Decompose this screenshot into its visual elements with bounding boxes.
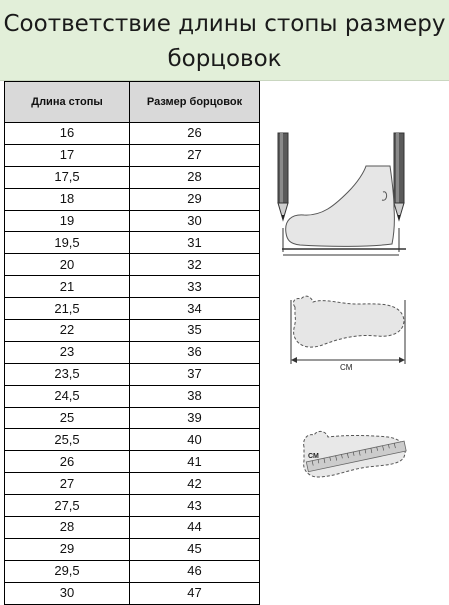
table-row [5, 166, 260, 188]
foot-side-shape [286, 166, 395, 246]
table-row [5, 582, 260, 604]
table-header-row [5, 82, 260, 123]
table-row [5, 385, 260, 407]
table-row [5, 473, 260, 495]
outline-unit-label: СМ [340, 363, 353, 372]
shoe-size-cell: 31 [130, 232, 260, 254]
table-row [5, 298, 260, 320]
foot-length-cell: 27 [5, 473, 130, 495]
shoe-size-cell: 44 [130, 517, 260, 539]
table-row [5, 429, 260, 451]
foot-length-cell: 30 [5, 582, 130, 604]
page-title-line-2: борцовок [167, 46, 282, 72]
table-row [5, 363, 260, 385]
right-pencil-icon [394, 133, 404, 220]
shoe-size-cell: 41 [130, 451, 260, 473]
table-row [5, 407, 260, 429]
table-row [5, 495, 260, 517]
header-shoe-size: Размер борцовок [130, 82, 260, 123]
foot-length-cell: 29 [5, 538, 130, 560]
foot-length-cell: 29,5 [5, 560, 130, 582]
shoe-size-cell: 47 [130, 582, 260, 604]
foot-length-cell: 21 [5, 276, 130, 298]
table-row [5, 517, 260, 539]
shoe-size-cell: 37 [130, 363, 260, 385]
foot-length-cell: 27,5 [5, 495, 130, 517]
foot-length-cell: 17 [5, 144, 130, 166]
foot-length-cell: 25 [5, 407, 130, 429]
table-row [5, 123, 260, 145]
table-row [5, 144, 260, 166]
shoe-size-cell: 36 [130, 341, 260, 363]
shoe-size-cell: 40 [130, 429, 260, 451]
foot-length-cell: 17,5 [5, 166, 130, 188]
table-row [5, 254, 260, 276]
shoe-size-cell: 38 [130, 385, 260, 407]
shoe-size-cell: 29 [130, 188, 260, 210]
foot-length-cell: 19,5 [5, 232, 130, 254]
shoe-size-cell: 35 [130, 320, 260, 342]
table-body [5, 123, 260, 605]
foot-length-cell: 22 [5, 320, 130, 342]
table-row [5, 341, 260, 363]
table-row [5, 320, 260, 342]
left-pencil-icon [278, 133, 288, 220]
size-table [4, 81, 260, 605]
shoe-size-cell: 46 [130, 560, 260, 582]
table-row [5, 276, 260, 298]
foot-ruler-illustration [298, 425, 413, 487]
foot-length-cell: 20 [5, 254, 130, 276]
foot-length-cell: 19 [5, 210, 130, 232]
table-row [5, 538, 260, 560]
table-row [5, 560, 260, 582]
page-title-line-1: Соответствие длины стопы размеру [3, 11, 446, 37]
table-row [5, 188, 260, 210]
shoe-size-cell: 27 [130, 144, 260, 166]
shoe-size-cell: 43 [130, 495, 260, 517]
foot-length-cell: 16 [5, 123, 130, 145]
foot-outline-illustration [285, 292, 410, 374]
shoe-size-cell: 45 [130, 538, 260, 560]
foot-length-cell: 24,5 [5, 385, 130, 407]
foot-outline-shape [293, 296, 403, 347]
table-row [5, 210, 260, 232]
table-row [5, 232, 260, 254]
shoe-size-cell: 28 [130, 166, 260, 188]
shoe-size-cell: 34 [130, 298, 260, 320]
foot-length-cell: 25,5 [5, 429, 130, 451]
ruler-unit-label: СМ [308, 453, 319, 460]
foot-length-cell: 18 [5, 188, 130, 210]
shoe-size-cell: 33 [130, 276, 260, 298]
foot-side-measure-illustration [270, 128, 420, 263]
table-row [5, 451, 260, 473]
header-foot-length: Длина стопы [5, 82, 130, 123]
shoe-size-cell: 26 [130, 123, 260, 145]
title-banner [0, 0, 449, 81]
foot-length-cell: 23,5 [5, 363, 130, 385]
shoe-size-cell: 39 [130, 407, 260, 429]
foot-length-cell: 21,5 [5, 298, 130, 320]
foot-length-cell: 28 [5, 517, 130, 539]
shoe-size-cell: 30 [130, 210, 260, 232]
foot-length-cell: 23 [5, 341, 130, 363]
shoe-size-cell: 32 [130, 254, 260, 276]
shoe-size-cell: 42 [130, 473, 260, 495]
foot-length-cell: 26 [5, 451, 130, 473]
